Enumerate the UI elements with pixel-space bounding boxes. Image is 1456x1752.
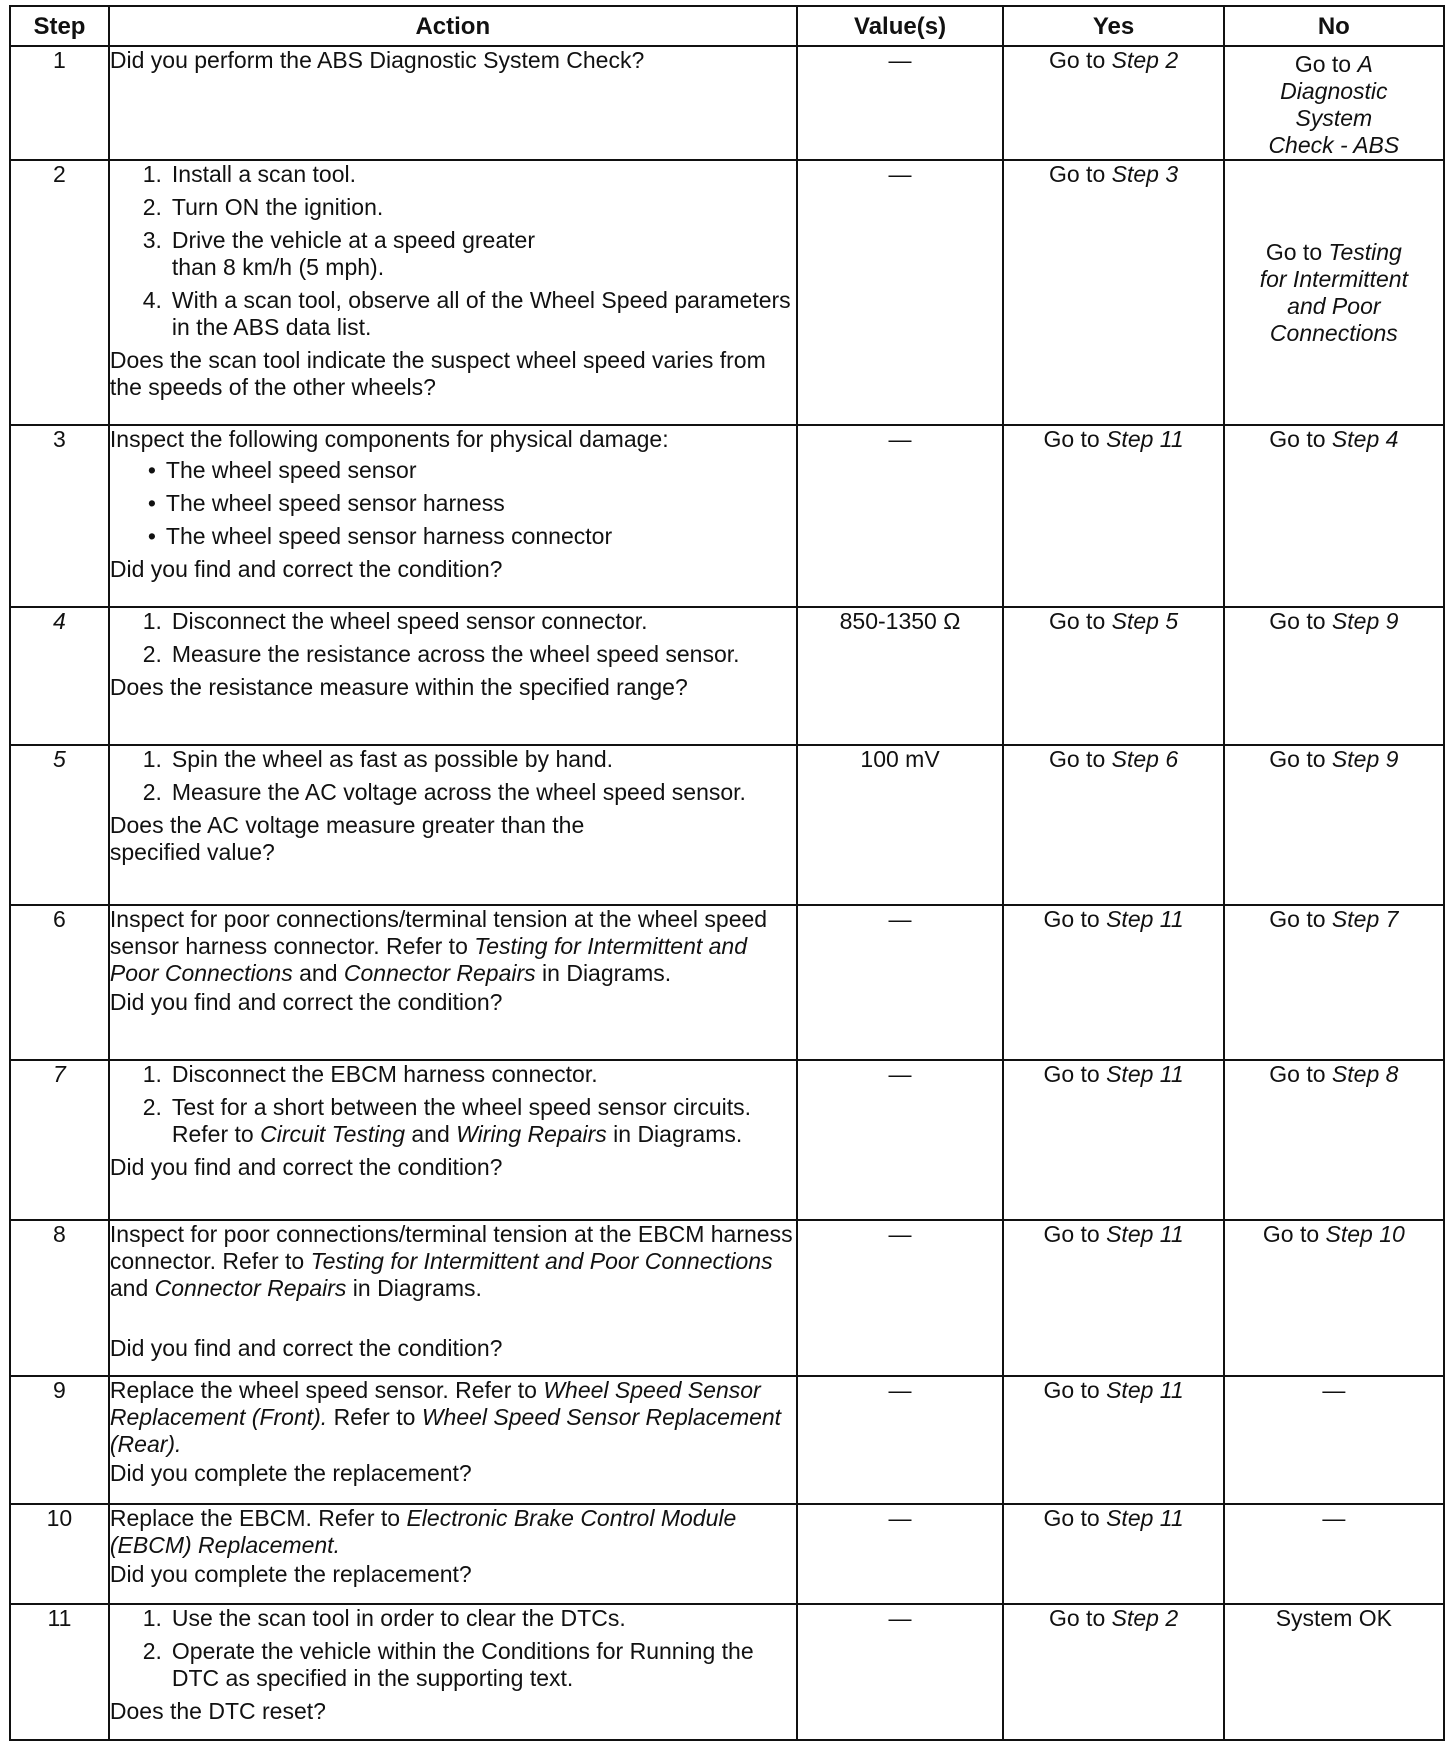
no-cell [1224,1220,1444,1376]
go-to-text: Go to [1294,51,1352,77]
action-intro: Inspect the following components for physical damage: [109,426,669,452]
list-item: 2. Test for a short between the wheel speed sensor circuits. Refer to Circuit Testing and Wiring Repairs in Diagrams. [142,1094,752,1147]
no-cell: — [1224,1376,1444,1504]
action-cell [109,1220,797,1376]
action-cell [109,745,797,905]
no-cell: — [1224,1504,1444,1604]
instruction-list [110,1061,796,1148]
value-cell: — [797,1604,1004,1740]
value-cell: — [797,425,1004,607]
list-item: 3. Drive the vehicle at a speed greater than 8 km/h (5 mph). [142,227,535,280]
value-cell: — [797,1376,1004,1504]
table-row [10,425,1444,607]
action-text: Replace the wheel speed sensor. Refer to Wheel Speed Sensor Replacement (Front). Refer to Wheel Speed Sensor Replacement (Rear). [109,1377,782,1457]
value-cell: 850-1350 Ω [797,607,1004,745]
go-to-text: Go to [1269,608,1326,634]
step-number: 6 [10,905,109,1060]
table-row [10,1220,1444,1376]
value-cell: 100 mV [797,745,1004,905]
step-link[interactable]: Step 11 [1106,906,1184,932]
list-item: 1. Disconnect the wheel speed sensor connector. [142,608,648,634]
table-row [10,745,1444,905]
go-to-text: Go to [1043,1505,1100,1531]
reference-link[interactable]: Testing for Intermittent and Poor Connections [310,1248,773,1274]
instruction-list [110,608,796,668]
go-to-text: Go to [1043,1061,1100,1087]
action-cell [109,607,797,745]
list-item: 2. Measure the AC voltage across the wheel speed sensor. [142,779,746,805]
step-link[interactable]: Step 3 [1111,161,1179,187]
step-link[interactable]: Step 2 [1111,47,1179,73]
reference-link[interactable]: Circuit Testing [260,1121,405,1147]
header-yes: Yes [1003,6,1223,46]
go-to-text: Go to [1043,1221,1100,1247]
action-question: Does the scan tool indicate the suspect wheel speed varies from the speeds of the other wheels? [109,347,766,400]
table-row [10,1376,1444,1504]
instruction-list [110,746,796,806]
step-number: 3 [10,425,109,607]
list-item: 4. With a scan tool, observe all of the Wheel Speed parameters in the ABS data list. [142,287,791,340]
step-number: 2 [10,160,109,425]
reference-link[interactable]: Diagnostic [1280,78,1388,104]
step-link[interactable]: Step 11 [1106,426,1184,452]
action-question: Did you perform the ABS Diagnostic System Check? [109,47,645,73]
yes-cell [1003,905,1223,1060]
list-item: • The wheel speed sensor harness connector [147,523,613,549]
value-cell: — [797,1060,1004,1220]
table-row [10,905,1444,1060]
step-number: 5 [10,745,109,905]
value-cell: — [797,46,1004,160]
reference-link[interactable]: Electronic Brake Control Module (EBCM) Replacement. [109,1505,737,1558]
table-row [10,1504,1444,1604]
value-cell: — [797,1220,1004,1376]
yes-cell [1003,160,1223,425]
go-to-text: Go to [1269,426,1326,452]
reference-link[interactable]: Connector Repairs [154,1275,347,1301]
action-cell [109,425,797,607]
reference-link[interactable]: Connections [1269,319,1398,346]
no-cell [1224,425,1444,607]
header-step: Step [10,6,109,46]
reference-link[interactable]: Wiring Repairs [456,1121,607,1147]
table-row [10,160,1444,425]
yes-cell [1003,1220,1223,1376]
action-question: Does the DTC reset? [109,1698,326,1724]
value-cell: — [797,1504,1004,1604]
no-cell: System OK [1224,1604,1444,1740]
no-cell [1224,1060,1444,1220]
reference-link[interactable]: Testing [1328,238,1402,265]
no-cell [1224,607,1444,745]
action-cell [109,905,797,1060]
reference-link[interactable]: for Intermittent [1259,265,1408,292]
action-question: Did you find and correct the condition? [109,1154,503,1180]
yes-cell [1003,1060,1223,1220]
action-cell [109,1504,797,1604]
action-cell [109,1060,797,1220]
go-to-text: Go to [1269,1061,1326,1087]
go-to-text: Go to [1048,746,1106,772]
action-cell [109,160,797,425]
step-number: 8 [10,1220,109,1376]
list-item: 1. Install a scan tool. [142,161,356,187]
action-text: Inspect for poor connections/terminal tension at the wheel speed sensor harness connector. Refer to Testing for Intermittent and Poor Connections and Connector Repairs in Diagrams. [109,906,768,986]
step-link[interactable]: Step 2 [1111,1605,1179,1631]
value-cell: — [797,905,1004,1060]
table-row [10,607,1444,745]
action-text: Inspect for poor connections/terminal tension at the EBCM harness connector. Refer to Testing for Intermittent and Poor Connections and Connector Repairs in Diagrams. [109,1221,793,1301]
table-row [10,1060,1444,1220]
list-item: 2. Operate the vehicle within the Conditions for Running the DTC as specified in the supporting text. [142,1638,754,1691]
reference-link[interactable]: Connector Repairs [343,960,536,986]
reference-link[interactable]: Check - ABS [1268,132,1400,158]
reference-link[interactable]: System [1295,105,1373,131]
yes-cell [1003,1604,1223,1740]
action-question: Did you complete the replacement? [109,1460,472,1486]
action-question: Did you find and correct the condition? [109,556,503,582]
list-item: 1. Disconnect the EBCM harness connector. [142,1061,598,1087]
no-cell [1224,745,1444,905]
step-number: 9 [10,1376,109,1504]
list-item: 1. Spin the wheel as fast as possible by hand. [142,746,614,772]
step-link[interactable]: Step 10 [1325,1221,1405,1247]
yes-cell [1003,1376,1223,1504]
yes-cell [1003,745,1223,905]
go-to-text: Go to [1048,1605,1106,1631]
diagnostic-table [9,5,1445,1741]
reference-link[interactable]: Testing for Intermittent and Poor Connections [109,933,748,986]
action-question: Did you find and correct the condition? [109,1335,503,1361]
header-action: Action [109,6,797,46]
go-to-text: Go to [1043,426,1100,452]
list-item: • The wheel speed sensor [147,457,417,483]
instruction-list [110,161,796,341]
step-number: 7 [10,1060,109,1220]
go-to-text: Go to [1269,746,1326,772]
go-to-text: Go to [1048,47,1106,73]
yes-cell [1003,607,1223,745]
value-cell: — [797,160,1004,425]
header-no: No [1224,6,1444,46]
go-to-text: Go to [1043,1377,1100,1403]
table-row [10,46,1444,160]
step-link[interactable]: Step 11 [1106,1505,1184,1531]
go-to-text: Go to [1048,161,1106,187]
step-link[interactable]: Step 11 [1106,1061,1184,1087]
step-link[interactable]: Step 11 [1106,1377,1184,1403]
header-values: Value(s) [797,6,1004,46]
step-number: 1 [10,46,109,160]
no-cell [1224,905,1444,1060]
action-text: Replace the EBCM. Refer to Electronic Brake Control Module (EBCM) Replacement. [109,1505,737,1558]
go-to-text: Go to [1043,906,1100,932]
component-list [110,457,796,550]
action-cell [109,1376,797,1504]
go-to-text: Go to [1265,238,1323,265]
table-row [10,1604,1444,1740]
action-question: Does the AC voltage measure greater than the specified value? [109,812,585,865]
instruction-list [110,1605,796,1692]
step-number: 10 [10,1504,109,1604]
step-link[interactable]: Step 7 [1331,906,1399,932]
yes-cell [1003,46,1223,160]
step-link[interactable]: Step 11 [1106,1221,1184,1247]
go-to-text: Go to [1048,608,1106,634]
reference-link[interactable]: and Poor [1287,292,1381,319]
action-question: Does the resistance measure within the specified range? [109,674,688,700]
step-number: 4 [10,607,109,745]
reference-link[interactable]: A [1357,51,1373,77]
action-question: Did you complete the replacement? [109,1561,472,1587]
yes-cell [1003,1504,1223,1604]
no-cell [1224,46,1444,160]
step-link[interactable]: Step 9 [1331,746,1399,772]
reference-link[interactable]: Wheel Speed Sensor Replacement (Rear). [109,1404,782,1457]
no-cell [1224,160,1444,425]
list-item: 2. Turn ON the ignition. [142,194,384,220]
yes-cell [1003,425,1223,607]
go-to-text: Go to [1269,906,1326,932]
action-cell [109,1604,797,1740]
list-item: 2. Measure the resistance across the wheel speed sensor. [142,641,740,667]
header-row [10,6,1444,46]
step-number: 11 [10,1604,109,1740]
action-cell [109,46,797,160]
step-link[interactable]: Step 4 [1331,426,1399,452]
list-item: 1. Use the scan tool in order to clear the DTCs. [142,1605,626,1631]
step-link[interactable]: Step 9 [1331,608,1399,634]
reference-link[interactable]: Wheel Speed Sensor Replacement (Front). [109,1377,761,1430]
step-link[interactable]: Step 8 [1331,1061,1399,1087]
step-link[interactable]: Step 6 [1111,746,1179,772]
action-question: Did you find and correct the condition? [109,989,503,1015]
list-item: • The wheel speed sensor harness [147,490,505,516]
step-link[interactable]: Step 5 [1111,608,1179,634]
go-to-text: Go to [1262,1221,1320,1247]
